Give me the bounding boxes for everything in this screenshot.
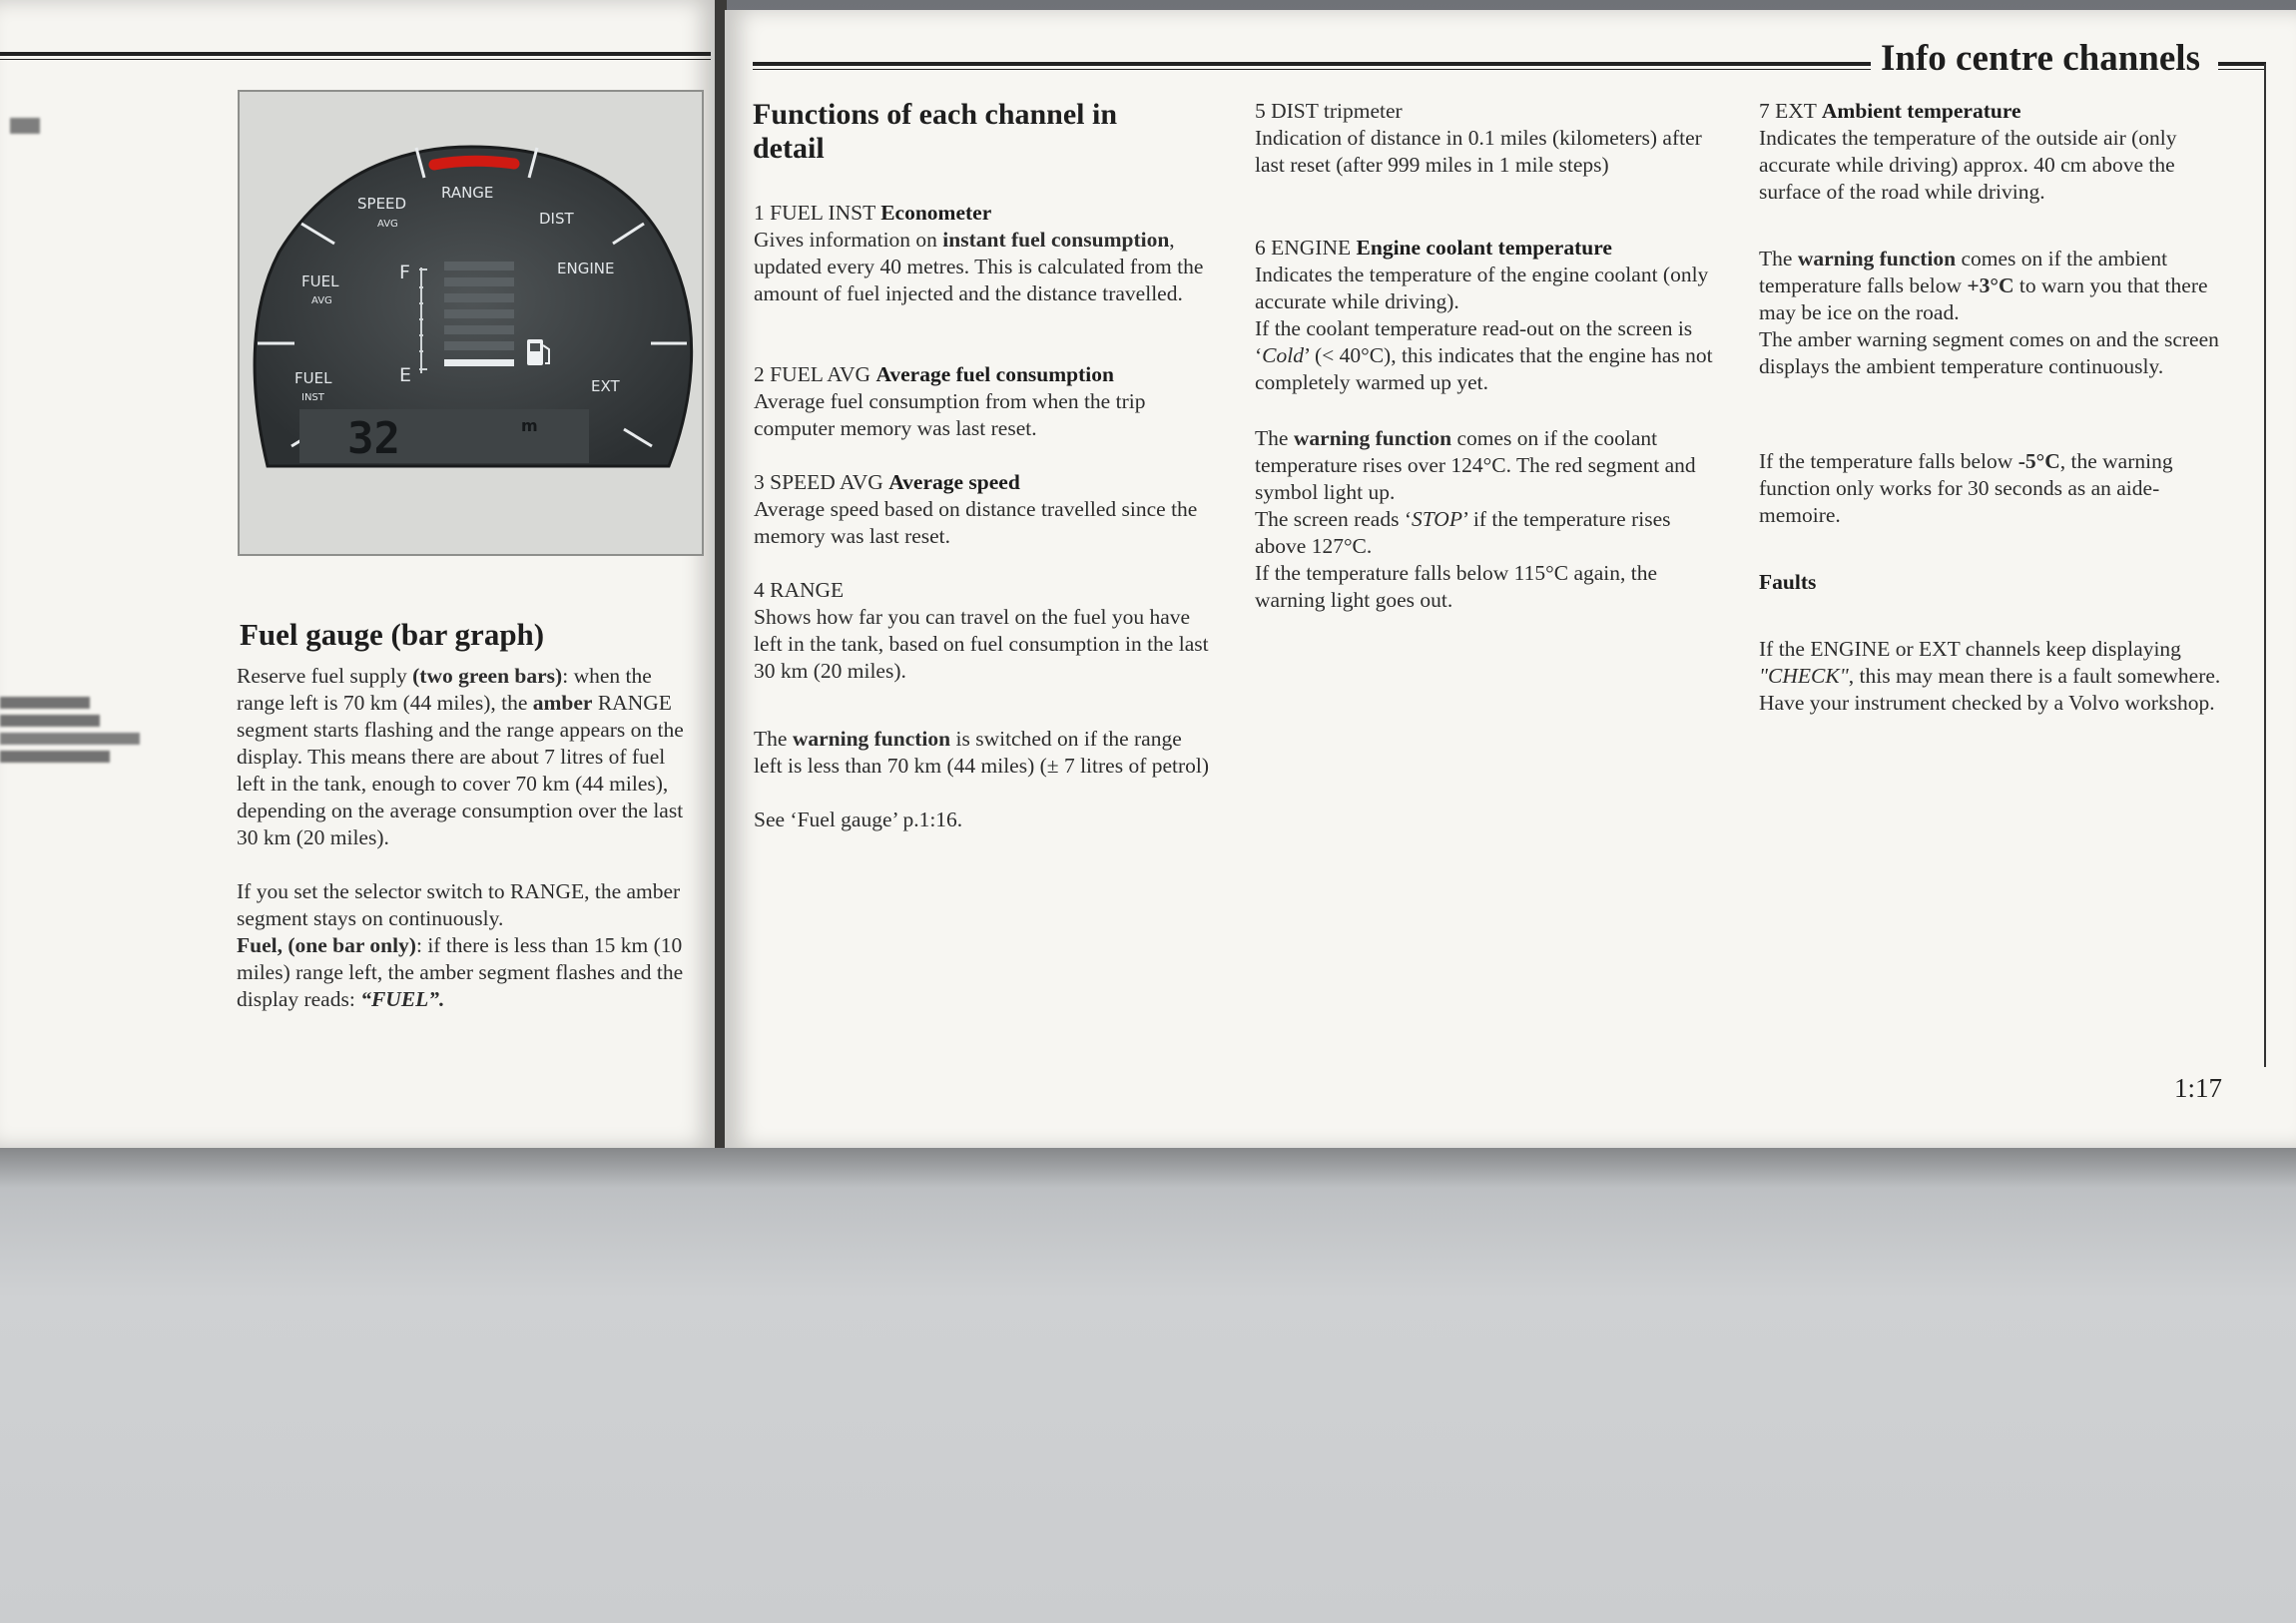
- text-run: instant fuel consumption: [942, 228, 1170, 252]
- text-run: “FUEL”.: [360, 987, 445, 1011]
- fuel-gauge-title: Fuel gauge (bar graph): [240, 617, 545, 652]
- text-run: ’ (< 40°C), this indicates that the engine has not completely warmed up yet.: [1255, 343, 1713, 394]
- label-fuel-inst: FUEL: [294, 369, 332, 387]
- text-run: : if there is less than 15 km (10 miles) range left, the amber segment flashes and the display reads:: [237, 933, 684, 1011]
- faults-text: [1759, 636, 2228, 717]
- text-run: The: [754, 727, 793, 751]
- left-header-rule: [0, 52, 711, 60]
- text-run: , this may mean there is a fault somewhere. Have your instrument checked by a Volvo workshop.: [1759, 664, 2221, 715]
- label-speed: SPEED: [357, 195, 407, 213]
- text-run: If the coolant temperature read-out on the screen is ‘: [1255, 316, 1693, 367]
- text-run: Average fuel consumption from when the trip computer memory was last reset.: [754, 389, 1146, 440]
- text-run: (two green bars): [412, 664, 563, 688]
- text-run: If the temperature falls below 115°C again, the warning light goes out.: [1255, 561, 1658, 612]
- label-ext: EXT: [591, 377, 620, 395]
- text-run: If the temperature falls below: [1759, 449, 2018, 473]
- text-run: STOP: [1411, 507, 1462, 531]
- channel-3-text: [754, 496, 1215, 550]
- label-speed-avg: AVG: [377, 219, 398, 230]
- text-run: +3°C: [1967, 273, 2014, 297]
- info-centre-display-photo: [238, 90, 704, 556]
- instrument-cluster-illustration: [240, 92, 702, 554]
- text-run: comes on if the ambient temperature falls below: [1759, 247, 2168, 297]
- right-header-rule: [753, 62, 1871, 70]
- coolant-stop-text: [1255, 506, 1724, 560]
- text-run: , the warning function only works for 30 seconds as an aide-memoire.: [1759, 449, 2173, 527]
- coolant-falls-text: [1255, 560, 1724, 614]
- text-run: warning function: [792, 727, 951, 751]
- text-run: Average speed based on distance travelled since the memory was last reset.: [754, 497, 1198, 548]
- label-fuel-avg: FUEL: [301, 272, 339, 290]
- ambient-below-text: [1759, 448, 2228, 529]
- label-full: F: [399, 262, 410, 283]
- text-run: amber: [532, 691, 593, 715]
- text-run: If you set the selector switch to RANGE, the amber segment stays on continuously.: [237, 879, 681, 930]
- functions-title: Functions of each channel in detail: [753, 98, 1118, 165]
- lcd-readout: 32: [347, 413, 400, 464]
- coolant-cold-text: [1255, 315, 1724, 396]
- page-number: 1:17: [2174, 1073, 2223, 1103]
- text-run: Gives information on: [754, 228, 943, 252]
- channel-2-text: [754, 388, 1215, 442]
- label-range: RANGE: [441, 184, 494, 202]
- text-run: Reserve fuel supply: [237, 664, 413, 688]
- label-engine: ENGINE: [557, 260, 615, 277]
- text-run: Cold: [1262, 343, 1304, 367]
- text-run: warning function: [1797, 247, 1957, 270]
- text-run: The amber warning segment comes on and the screen displays the ambient temperature continuously.: [1759, 327, 2219, 378]
- text-run: Indication of distance in 0.1 miles (kilometers) after last reset (after 999 miles in 1 mile steps): [1255, 126, 1702, 177]
- right-page-edge-line: [2264, 64, 2266, 1067]
- text-run: The: [1255, 426, 1294, 450]
- range-warning-text: [754, 726, 1215, 780]
- text-run: is switched on if the range left is less than 70 km (44 miles) (± 7 litres of petrol): [754, 727, 1210, 778]
- text-run: comes on if the coolant temperature rises over 124°C. The red segment and symbol light up.: [1255, 426, 1696, 504]
- text-run: warning function: [1293, 426, 1452, 450]
- fuel-bar-lit: [444, 359, 514, 366]
- text-run: See ‘Fuel gauge’ p.1:16.: [754, 808, 963, 831]
- channel-5-text: [1255, 125, 1724, 179]
- text-run: The screen reads ‘: [1255, 507, 1412, 531]
- label-dist: DIST: [539, 210, 574, 228]
- ambient-warning-text: [1759, 246, 2228, 326]
- text-run: Shows how far you can travel on the fuel you have left in the tank, based on fuel consumption in the last 30 km (20 miles).: [754, 605, 1209, 683]
- text-run: , updated every 40 metres. This is calculated from the amount of fuel injected and the distance travelled.: [754, 228, 1204, 305]
- fuel-gauge-paragraph-2: [237, 878, 698, 932]
- channel-3-heading: 3 SPEED AVG Average speed: [754, 470, 1020, 494]
- fuel-gauge-paragraph-3: [237, 932, 698, 1013]
- faults-heading: Faults: [1759, 570, 1817, 594]
- fuel-gauge-paragraph-1: [237, 663, 698, 851]
- text-run: -5°C: [2017, 449, 2060, 473]
- ambient-amber-text: [1759, 326, 2228, 380]
- text-run: Indicates the temperature of the outside air (only accurate while driving) approx. 40 cm above the surface of the road while driving.: [1759, 126, 2177, 204]
- text-run: to warn you that there may be ice on the road.: [1759, 273, 2208, 324]
- channel-4-heading: 4 RANGE: [754, 578, 845, 602]
- channel-6-text: [1255, 262, 1724, 315]
- previous-page-edge-text: [0, 118, 160, 134]
- label-empty: E: [399, 364, 412, 386]
- text-run: Indicates the temperature of the engine coolant (only accurate while driving).: [1255, 263, 1709, 313]
- channel-2-heading: 2 FUEL AVG Average fuel consumption: [754, 362, 1114, 386]
- page-shadow: [0, 1148, 2296, 1188]
- channel-1-text: [754, 227, 1215, 307]
- label-fuel-avg-sub: AVG: [311, 295, 332, 306]
- channel-4-text: [754, 604, 1215, 685]
- label-fuel-inst-sub: INST: [301, 392, 324, 403]
- channel-6-heading: 6 ENGINE Engine coolant temperature: [1255, 236, 1612, 260]
- see-fuel-gauge-text: [754, 807, 1215, 833]
- lcd-unit: m: [521, 416, 538, 435]
- text-run: : when the range left is 70 km (44 miles), the: [237, 664, 652, 715]
- channel-1-heading: 1 FUEL INST Econometer: [754, 201, 992, 225]
- page-title: Info centre channels: [1881, 38, 2200, 79]
- text-run: Fuel, (one bar only): [237, 933, 416, 957]
- text-run: ’ if the temperature rises above 127°C.: [1255, 507, 1671, 558]
- previous-page-edge-text-block: [0, 691, 160, 769]
- channel-7-heading: 7 EXT Ambient temperature: [1759, 99, 2021, 123]
- text-run: "CHECK": [1759, 664, 1849, 688]
- coolant-warning-text: [1255, 425, 1724, 506]
- text-run: RANGE segment starts flashing and the range appears on the display. This means there are about 7 litres of fuel left in the tank, enough to cover 70 km (44 miles), depending on the average consumption over the last 30 km (20 miles).: [237, 691, 684, 849]
- channel-5-heading: 5 DIST tripmeter: [1255, 99, 1403, 123]
- channel-7-text: [1759, 125, 2228, 206]
- text-run: If the ENGINE or EXT channels keep displaying: [1759, 637, 2181, 661]
- text-run: The: [1759, 247, 1798, 270]
- right-header-rule-end: [2218, 62, 2266, 70]
